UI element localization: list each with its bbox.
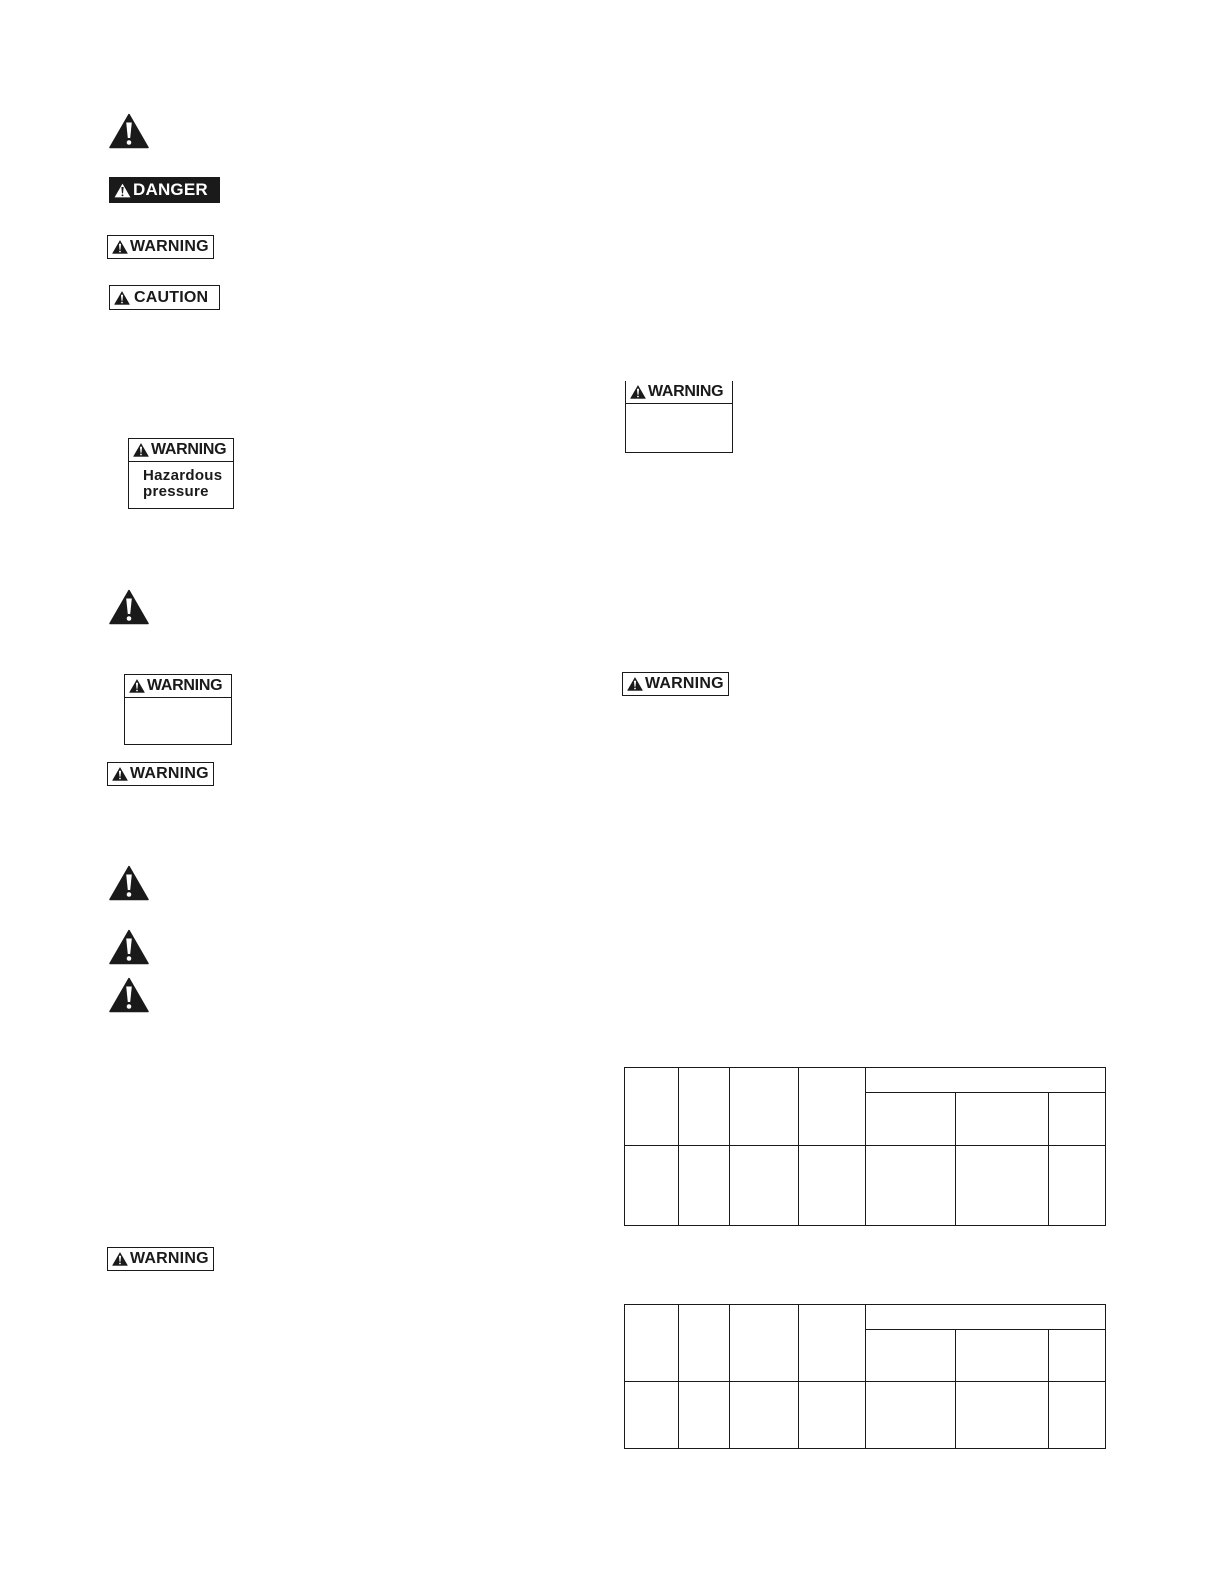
spec-table-1 (624, 1067, 1106, 1226)
alert-triangle-icon (109, 929, 149, 965)
table-cell (625, 1305, 679, 1382)
table-cell (866, 1330, 956, 1382)
danger-label (109, 177, 220, 203)
table-cell (730, 1305, 799, 1382)
hazardous-pressure-decal (128, 438, 234, 509)
warning-label-text: WARNING (130, 238, 209, 255)
table-cell (679, 1382, 730, 1449)
table-cell (866, 1093, 956, 1146)
table-cell (679, 1146, 730, 1226)
decal-header (125, 675, 231, 698)
table-cell (1049, 1093, 1106, 1146)
warning-label-text: WARNING (130, 765, 209, 782)
table-row (625, 1382, 1106, 1449)
table-cell (956, 1330, 1049, 1382)
alert-triangle-icon (109, 977, 149, 1013)
alert-triangle-icon (109, 589, 149, 625)
alert-triangle-icon (114, 291, 130, 305)
alert-triangle-icon (129, 679, 145, 693)
alert-triangle-icon (112, 767, 128, 781)
table-cell (625, 1382, 679, 1449)
table-group-header (866, 1305, 1106, 1330)
warning-label (622, 672, 729, 696)
table-cell (1049, 1146, 1106, 1226)
warning-decal-blank (625, 381, 733, 453)
decal-body (129, 462, 233, 500)
alert-triangle-icon (133, 443, 149, 457)
decal-line-2: pressure (143, 483, 209, 500)
table-cell (799, 1068, 866, 1146)
table-cell (679, 1305, 730, 1382)
table-cell (730, 1146, 799, 1226)
caution-label (109, 285, 220, 310)
table-cell (730, 1068, 799, 1146)
alert-triangle-icon (109, 865, 149, 901)
warning-label (107, 762, 214, 786)
table-cell (625, 1146, 679, 1226)
table-cell (1049, 1330, 1106, 1382)
alert-triangle-icon (630, 385, 646, 399)
table-cell (799, 1305, 866, 1382)
table-row (625, 1146, 1106, 1226)
table-cell (1049, 1382, 1106, 1449)
table-cell (866, 1382, 956, 1449)
decal-header-text: WARNING (147, 677, 223, 694)
decal-line-1: Hazardous (143, 467, 223, 484)
table-cell (679, 1068, 730, 1146)
table-cell (799, 1146, 866, 1226)
decal-header (626, 381, 732, 404)
table-cell (956, 1146, 1049, 1226)
caution-label-text: CAUTION (134, 288, 209, 306)
decal-header (129, 439, 233, 462)
table-cell (956, 1093, 1049, 1146)
danger-label-text: DANGER (133, 180, 208, 199)
table-cell (625, 1068, 679, 1146)
spec-table-2 (624, 1304, 1106, 1449)
warning-label (107, 1247, 214, 1271)
decal-header-text: WARNING (151, 441, 227, 458)
alert-triangle-icon (112, 240, 128, 254)
warning-label-text: WARNING (130, 1250, 209, 1267)
warning-label (107, 235, 214, 259)
warning-decal-blank (124, 674, 232, 745)
warning-label-text: WARNING (645, 675, 724, 692)
table-group-header (866, 1068, 1106, 1093)
alert-triangle-icon (109, 113, 149, 149)
table-cell (866, 1146, 956, 1226)
alert-triangle-icon (114, 183, 131, 198)
table-cell (730, 1382, 799, 1449)
alert-triangle-icon (112, 1252, 128, 1266)
table-cell (799, 1382, 866, 1449)
alert-triangle-icon (627, 677, 643, 691)
table-cell (956, 1382, 1049, 1449)
decal-header-text: WARNING (648, 383, 724, 400)
